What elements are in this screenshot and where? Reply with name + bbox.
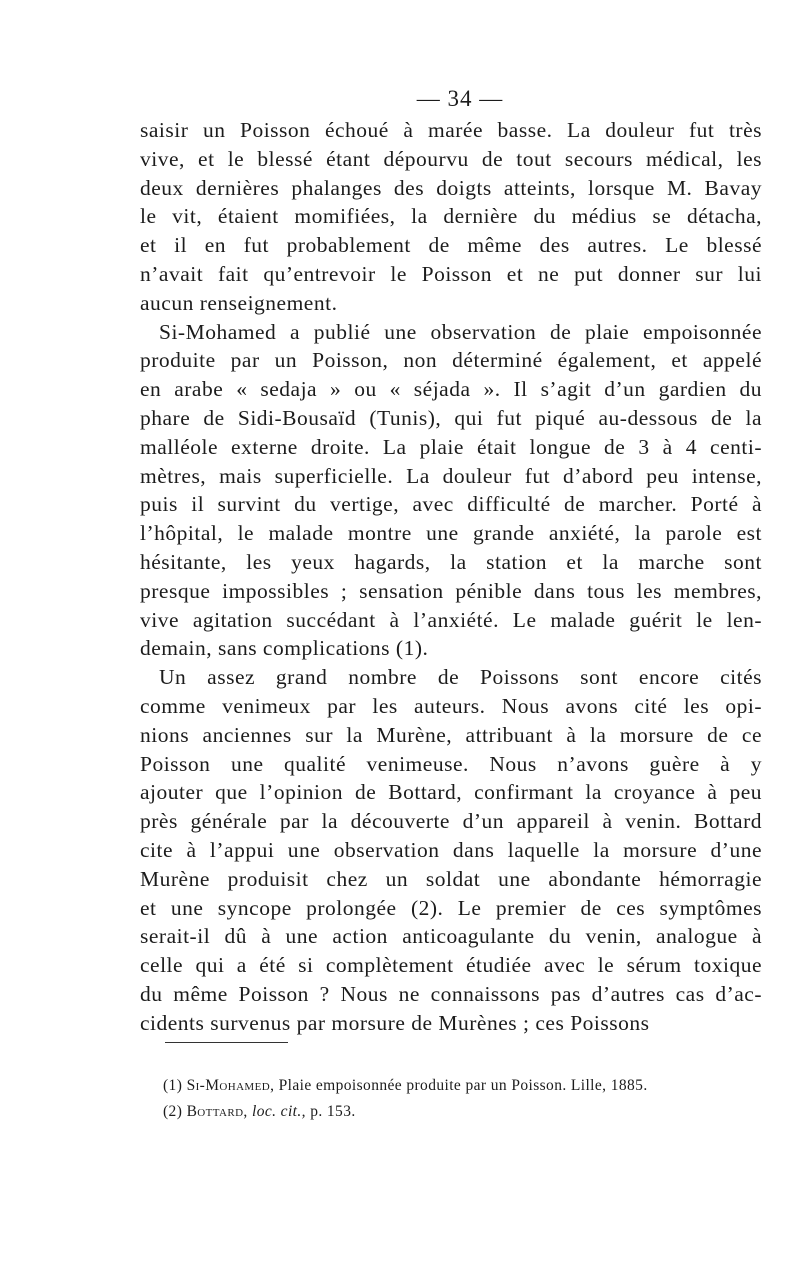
- paragraph: [140, 318, 762, 664]
- text-line: et il en fut probablement de même des autres. Le blessé: [140, 233, 762, 258]
- text-line: phare de Sidi-Bousaïd (Tunis), qui fut piqué au-dessous de la: [140, 405, 762, 430]
- text-line: hésitante, les yeux hagards, la station et la marche sont: [140, 549, 762, 574]
- text-line: cidents survenus par morsure de Murènes ; ces Poissons: [140, 1010, 650, 1035]
- paragraphs: [140, 116, 762, 1038]
- text-line: deux dernières phalanges des doigts atteints, lorsque M. Bavay: [140, 175, 762, 200]
- text-line: cite à l’appui une observation dans laquelle la morsure d’une: [140, 837, 762, 862]
- footnote-text: Plaie empoisonnée produite par un Poisson. Lille, 1885.: [274, 1077, 648, 1094]
- body-text: [140, 116, 762, 1038]
- text-line: nions anciennes sur la Murène, attribuant à la morsure de ce: [140, 722, 762, 747]
- text-line: Poisson une qualité venimeuse. Nous n’avons guère à y: [140, 751, 762, 776]
- text-line: Si-Mohamed a publié une observation de plaie empoisonnée: [159, 319, 762, 344]
- text-line: saisir un Poisson échoué à marée basse. La douleur fut très: [140, 118, 762, 142]
- text-line: malléole externe droite. La plaie était longue de 3 à 4 centi-: [140, 434, 762, 459]
- text-line: en arabe « sedaja » ou « séjada ». Il s’agit d’un gardien du: [140, 377, 762, 402]
- text-line: vive agitation succédant à l’anxiété. Le malade guérit le len-: [140, 607, 762, 632]
- text-line: aucun renseignement.: [140, 290, 338, 315]
- text-line: presque impossibles ; sensation pénible dans tous les membres,: [140, 578, 762, 603]
- text-line: mètres, mais superficielle. La douleur fut d’abord peu intense,: [140, 463, 762, 488]
- text-line: vive, et le blessé étant dépourvu de tout secours médical, les: [140, 146, 762, 171]
- footnote-author: Bottard,: [186, 1103, 248, 1120]
- footnote-title: loc. cit.,: [251, 1103, 306, 1120]
- text-line: produite par un Poisson, non déterminé également, et appelé: [140, 348, 762, 373]
- text-line: Un assez grand nombre de Poissons sont encore cités: [159, 665, 762, 690]
- paragraph: [140, 663, 762, 1037]
- footnote-1: [163, 1073, 723, 1099]
- text-line: serait-il dû à une action anticoagulante du venin, analogue à: [140, 924, 762, 949]
- footnotes: [163, 1073, 723, 1125]
- text-line: comme venimeux par les auteurs. Nous avons cité les opi-: [140, 693, 762, 718]
- footnote-author: Si-Mohamed,: [186, 1077, 275, 1094]
- text-line: demain, sans complications (1).: [140, 636, 429, 661]
- text-line: près générale par la découverte d’un appareil à venin. Bottard: [140, 809, 762, 834]
- text-line: n’avait fait qu’entrevoir le Poisson et ne put donner sur lui: [140, 261, 762, 286]
- text-line: et une syncope prolongée (2). Le premier de ces symptômes: [140, 895, 762, 920]
- text-line: Murène produisit chez un soldat une abondante hémorragie: [140, 866, 762, 891]
- text-line: le vit, étaient momifiées, la dernière du médius se détacha,: [140, 204, 762, 229]
- paragraph: [140, 116, 762, 318]
- text-line: celle qui a été si complètement étudiée avec le sérum toxique: [140, 953, 762, 978]
- text-line: puis il survint du vertige, avec difficulté de marcher. Porté à: [140, 492, 762, 517]
- text-line: l’hôpital, le malade montre une grande anxiété, la parole est: [140, 521, 762, 546]
- footnote-marker: (2): [163, 1103, 183, 1120]
- footnote-divider: [165, 1042, 288, 1043]
- text-line: ajouter que l’opinion de Bottard, confirmant la croyance à peu: [140, 780, 762, 805]
- footnote-marker: (1): [163, 1077, 183, 1094]
- page-number: — 34 —: [416, 86, 504, 111]
- footnote-text: p. 153.: [305, 1103, 356, 1120]
- footnote-2: [163, 1099, 723, 1125]
- text-line: du même Poisson ? Nous ne connaissons pas d’autres cas d’ac-: [140, 981, 762, 1006]
